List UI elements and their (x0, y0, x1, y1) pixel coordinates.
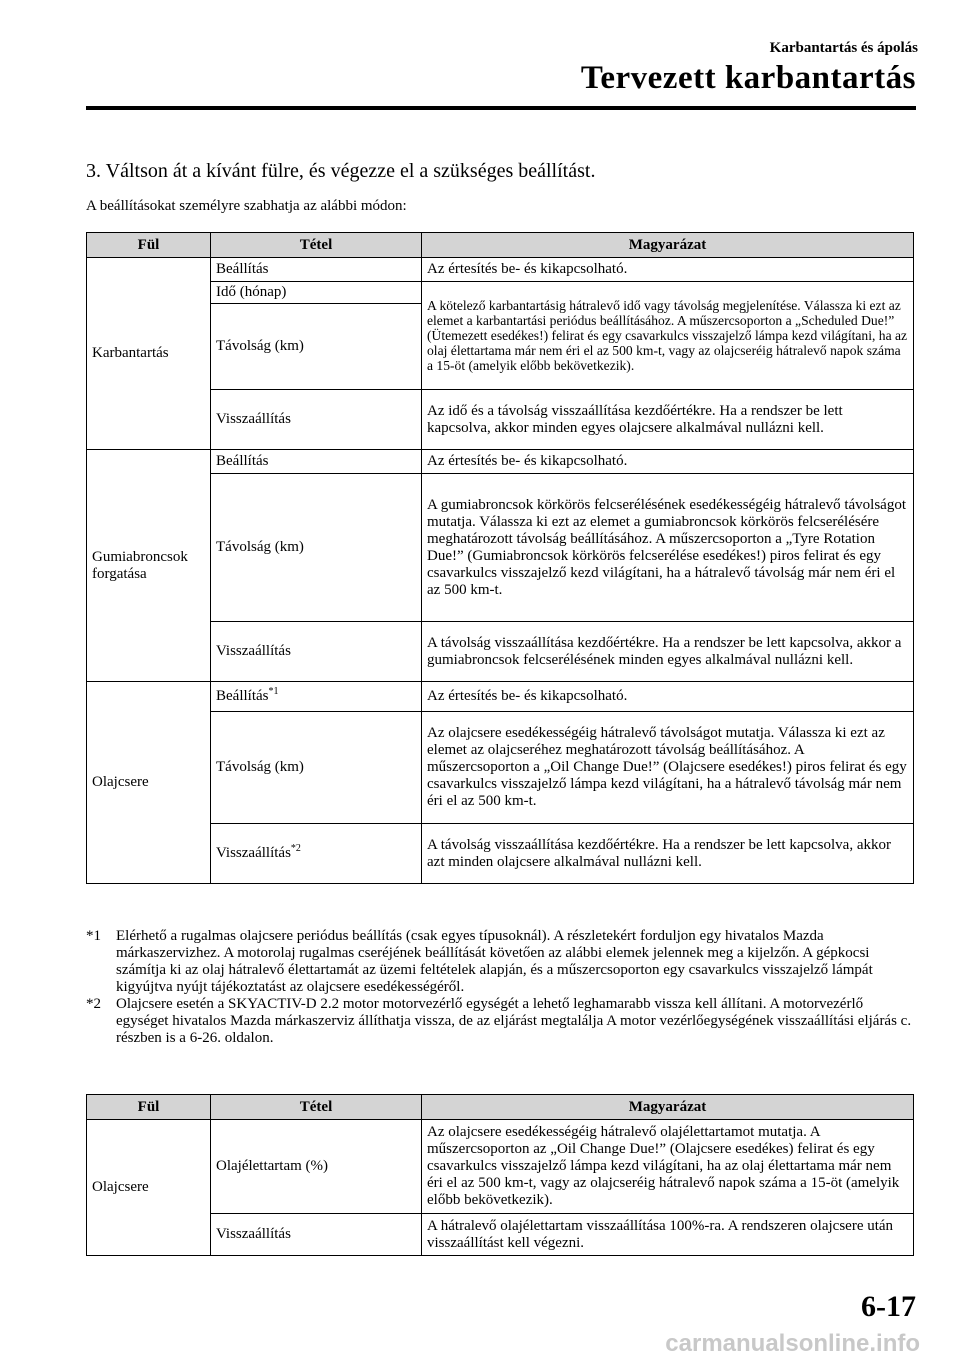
item-cell: Távolság (km) (211, 712, 422, 824)
table-row (87, 474, 914, 622)
footnote (86, 996, 916, 1047)
description-cell: A hátralevő olajélettartam visszaállítása 100%-ra. A rendszeren olajcsere után visszaállítást kell végezni. (422, 1214, 914, 1256)
table-row (87, 682, 914, 712)
item-cell: Visszaállítás (211, 622, 422, 682)
col-header-description: Magyarázat (422, 1095, 914, 1120)
table-row (87, 1214, 914, 1256)
item-cell: Beállítás (211, 258, 422, 282)
watermark: carmanualsonline.info (665, 1330, 920, 1357)
table-header-row (87, 233, 914, 258)
footnote-ref: *2 (290, 843, 301, 854)
col-header-description: Magyarázat (422, 233, 914, 258)
table-row (87, 258, 914, 282)
footnote (86, 928, 916, 996)
col-header-tab: Fül (87, 233, 211, 258)
item-cell: Visszaállítás (211, 390, 422, 450)
item-cell (211, 682, 422, 712)
item-cell: Távolság (km) (211, 304, 422, 390)
footnote-mark: *2 (86, 996, 101, 1012)
footnote-ref: *1 (268, 686, 279, 697)
tab-cell: Olajcsere (87, 682, 211, 884)
oil-life-table (86, 1094, 914, 1256)
description-cell: Az értesítés be- és kikapcsolható. (422, 682, 914, 712)
item-label: Beállítás (216, 688, 269, 704)
col-header-tab: Fül (87, 1095, 211, 1120)
item-cell: Távolság (km) (211, 474, 422, 622)
item-cell: Idő (hónap) (211, 282, 422, 304)
table-row (87, 712, 914, 824)
col-header-item: Tétel (211, 1095, 422, 1120)
description-cell: A távolság visszaállítása kezdőértékre. Ha a rendszer be lett kapcsolva, akkor azt minden olajcsere alkalmával nullázni kell. (422, 824, 914, 884)
intro-text: A beállításokat személyre szabhatja az alábbi módon: (86, 198, 407, 214)
table-row (87, 1120, 914, 1214)
tab-cell: Karbantartás (87, 258, 211, 450)
header-rule (86, 106, 916, 110)
description-cell: A kötelező karbantartásig hátralevő idő vagy távolság megjelenítése. Válassza ki ezt az elemet a karbantartási periódus beállításához. A műszercsoporton a „Scheduled Due!” (Ütemezett esedékes!) felirat és egy csavarkulcs visszajelző lámpa kezd világítani, ha az olaj élettartama már nem éri el az 500 km-t, vagy az olajcseréig hátralevő napok száma a 15-öt (amelyik előbb bekövetkezik). (422, 282, 914, 390)
description-cell: Az olajcsere esedékességéig hátralevő olajélettartamot mutatja. A műszercsoporton az „Oil Change Due!” (Olajcsere esedékes) felirat és egy csavarkulcs visszajelző lámpa kezd világítani, ha az olaj élettartama már nem éri el az 500 km-t, vagy az olajcseréig hátralevő napok száma a 15-öt (amelyik előbb bekövetkezik). (422, 1120, 914, 1214)
table-row (87, 622, 914, 682)
table-row (87, 390, 914, 450)
footnotes (86, 928, 916, 1047)
page-number: 6-17 (861, 1290, 916, 1323)
item-cell: Olajélettartam (%) (211, 1120, 422, 1214)
description-cell: Az értesítés be- és kikapcsolható. (422, 258, 914, 282)
tab-cell: Gumiabroncsok forgatása (87, 450, 211, 682)
description-cell: Az értesítés be- és kikapcsolható. (422, 450, 914, 474)
table-row (87, 824, 914, 884)
table-header-row (87, 1095, 914, 1120)
description-cell: Az olajcsere esedékességéig hátralevő távolságot mutatja. Válassza ki ezt az elemet az olajcseréhez meghatározott távolság beállításához. A műszercsoporton a „Oil Change Due!” (Olajcsere esedékes!) piros felirat és egy csavarkulcs visszajelző lámpa kezd világítani, ha a hátralevő távolság már nem éri el az 500 km-t. (422, 712, 914, 824)
section-header: Karbantartás és ápolás (769, 40, 918, 56)
footnote-text: Olajcsere esetén a SKYACTIV-D 2.2 motor motorvezérlő egységét a lehető leghamarabb vissza kell állítani. A motorvezérlő egységet hivatalos Mazda márkaszerviz állíthatja vissza, de az eljárást megtalálja A motor vezérlőegységének visszaállítási eljárás c. részben is a 6-26. oldalon. (116, 996, 912, 1046)
settings-table (86, 232, 914, 884)
footnote-mark: *1 (86, 928, 101, 944)
table-row (87, 282, 914, 304)
step-instruction: 3. Váltson át a kívánt fülre, és végezze el a szükséges beállítást. (86, 160, 596, 182)
col-header-item: Tétel (211, 233, 422, 258)
description-cell: A gumiabroncsok körkörös felcserélésének esedékességéig hátralevő távolságot mutatja. Válassza ki ezt az elemet a gumiabroncsok körkörös felcserélésére meghatározott távolság beállításához. A műszercsoporton a „Tyre Rotation Due!” (Gumiabroncsok körkörös felcserélése esedékes!) piros felirat és egy csavarkulcs visszajelző kezd világítani, ha a hátralevő távolság már nem éri el az 500 km-t. (422, 474, 914, 622)
description-cell: A távolság visszaállítása kezdőértékre. Ha a rendszer be lett kapcsolva, akkor a gumiabroncsok felcserélésének minden egyes alkalmával nullázni kell. (422, 622, 914, 682)
footnote-text: Elérhető a rugalmas olajcsere periódus beállítás (csak egyes típusoknál). A részletekért forduljon egy hivatalos Mazda márkaszervizhez. A motorolaj rugalmas cseréjének beállítását követően az alábbi elemek jelennek meg a kijelzőn. A gépkocsi számítja ki az olaj hátralevő élettartamát az üzemi feltételek alapján, és a műszercsoporton egy csavarkulcs visszajelző lámpát kigyújtva nyújt tájékoztatást az olajcsere esedékességéről. (116, 928, 873, 995)
item-cell (211, 824, 422, 884)
page-title: Tervezett karbantartás (580, 60, 916, 96)
item-cell: Beállítás (211, 450, 422, 474)
tab-cell: Olajcsere (87, 1120, 211, 1256)
item-label: Visszaállítás (216, 845, 291, 861)
table-row (87, 450, 914, 474)
item-cell: Visszaállítás (211, 1214, 422, 1256)
description-cell: Az idő és a távolság visszaállítása kezdőértékre. Ha a rendszer be lett kapcsolva, akkor minden egyes olajcsere alkalmával nullázni kell. (422, 390, 914, 450)
